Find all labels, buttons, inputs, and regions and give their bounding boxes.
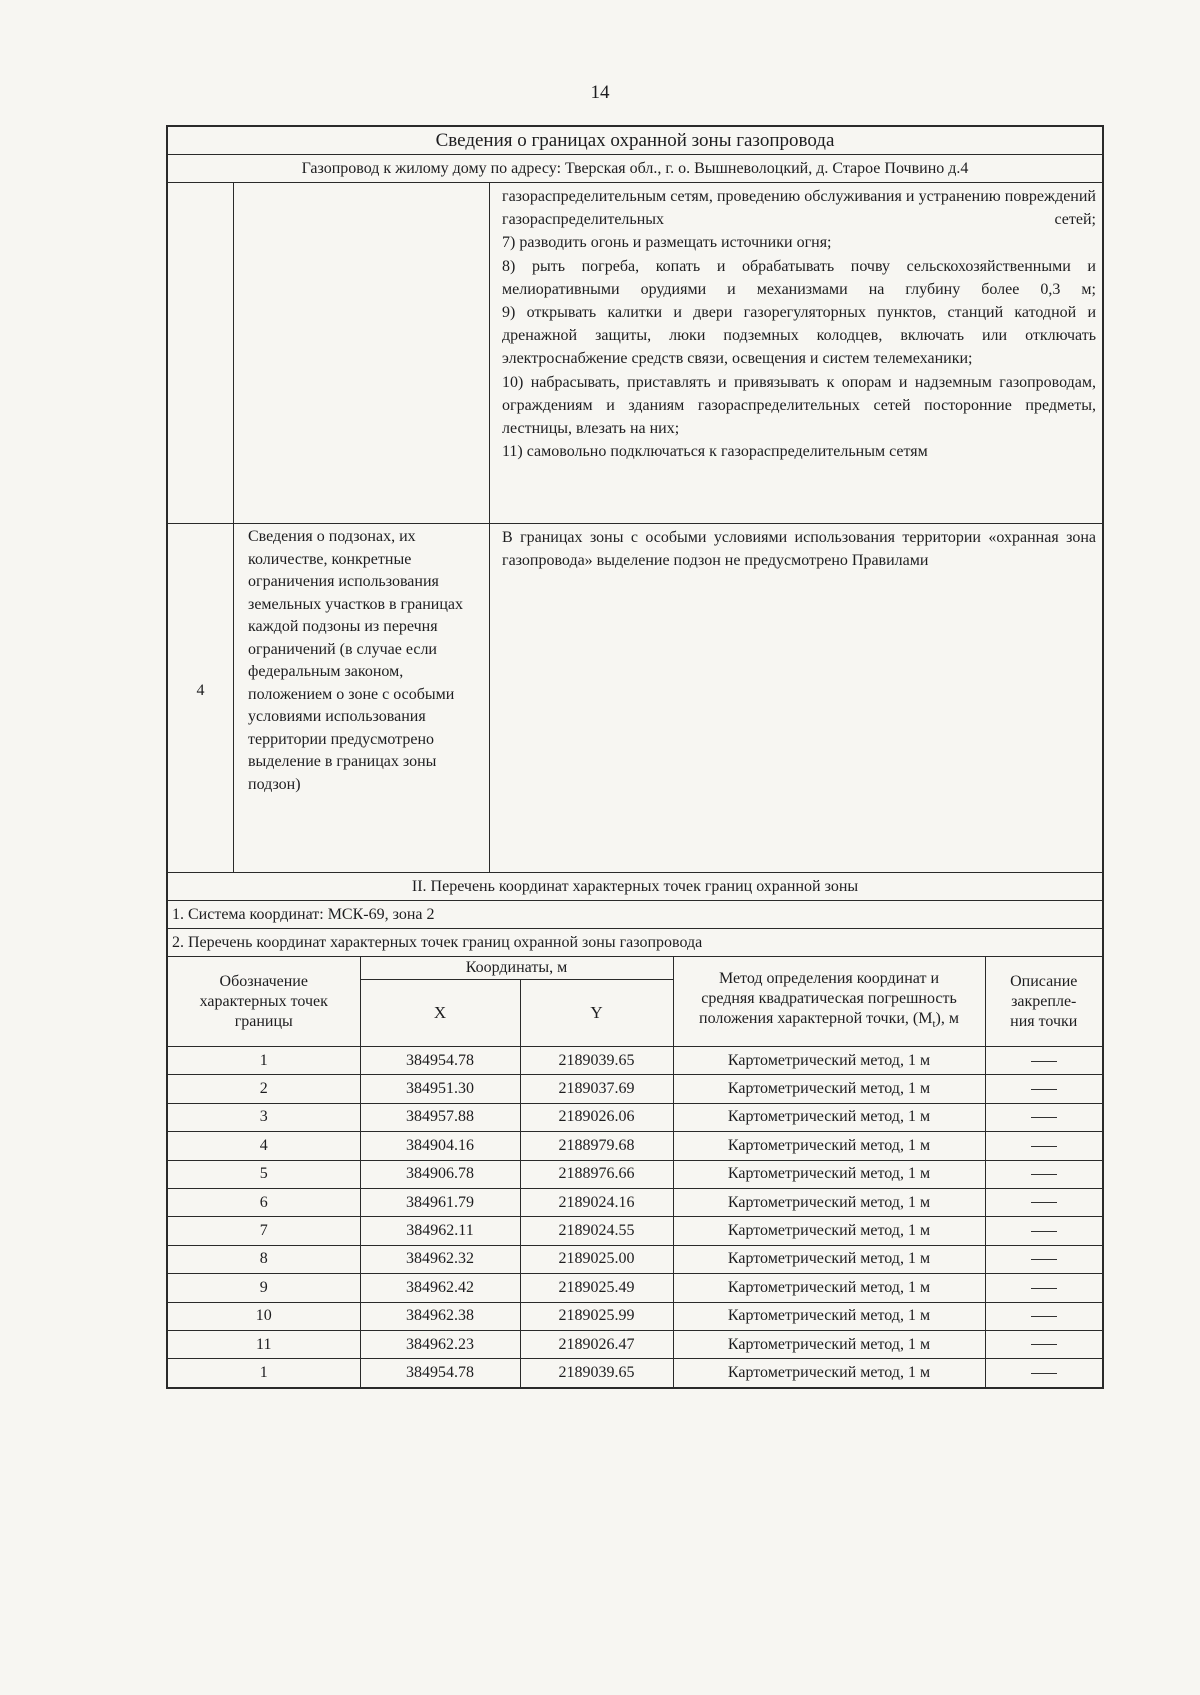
y-cell: 2189024.16 <box>520 1188 673 1216</box>
y-cell: 2189025.00 <box>520 1245 673 1273</box>
header-method-text: Метод определения координат и средняя квадратическая погрешность положения характерной точки, (M <box>699 969 957 1027</box>
point-cell: 5 <box>168 1160 360 1188</box>
description-cell <box>985 1330 1102 1358</box>
point-cell: 2 <box>168 1075 360 1103</box>
restrictions-row-continued <box>168 183 1102 524</box>
description-cell <box>985 1274 1102 1302</box>
restriction-line: 10) набрасывать, приставлять и привязывать к опорам и надземным газопроводам, ограждениям и зданиям газораспределительных сетей посторонние предметы, лестницы, влезать на них; <box>502 373 1096 438</box>
point-cell: 6 <box>168 1188 360 1216</box>
method-cell: Картометрический метод, 1 м <box>673 1188 985 1216</box>
method-cell: Картометрический метод, 1 м <box>673 1330 985 1358</box>
x-cell: 384961.79 <box>360 1188 520 1216</box>
header-method-unit: ), м <box>935 1009 959 1027</box>
dash-icon <box>1031 1061 1057 1062</box>
y-cell: 2189025.99 <box>520 1302 673 1330</box>
subzones-row <box>168 524 1102 873</box>
y-cell: 2189039.65 <box>520 1359 673 1387</box>
x-cell: 384954.78 <box>360 1047 520 1075</box>
dash-icon <box>1031 1117 1057 1118</box>
method-cell: Картометрический метод, 1 м <box>673 1274 985 1302</box>
restriction-line: газораспределительным сетям, проведению обслуживания и устранению повреждений газораспределительных сетей; <box>502 188 1096 229</box>
description-cell <box>985 1188 1102 1216</box>
description-cell <box>985 1359 1102 1387</box>
gas-pipeline-address: Газопровод к жилому дому по адресу: Тверская обл., г. о. Вышневолоцкий, д. Старое Почвино д.4 <box>168 155 1102 183</box>
x-cell: 384904.16 <box>360 1132 520 1160</box>
table-row <box>168 1330 1102 1358</box>
row-name-cell <box>234 183 490 523</box>
dash-icon <box>1031 1344 1057 1345</box>
header-y: Y <box>520 980 673 1047</box>
table-row <box>168 1103 1102 1131</box>
point-cell: 11 <box>168 1330 360 1358</box>
description-cell <box>985 1132 1102 1160</box>
dash-icon <box>1031 1089 1057 1090</box>
dash-icon <box>1031 1259 1057 1260</box>
dash-icon <box>1031 1231 1057 1232</box>
y-cell: 2189037.69 <box>520 1075 673 1103</box>
header-point: Обозначение характерных точек границы <box>168 957 360 1047</box>
method-cell: Картометрический метод, 1 м <box>673 1302 985 1330</box>
x-cell: 384962.11 <box>360 1217 520 1245</box>
header-method <box>673 957 985 1047</box>
subzones-description: В границах зоны с особыми условиями использования территории «охранная зона газопровода» выделение подзон не предусмотрено Правилами <box>502 529 1096 570</box>
row-number: 4 <box>196 682 205 699</box>
y-cell: 2188976.66 <box>520 1160 673 1188</box>
dash-icon <box>1031 1174 1057 1175</box>
point-cell: 1 <box>168 1047 360 1075</box>
table-row <box>168 1075 1102 1103</box>
method-cell: Картометрический метод, 1 м <box>673 1359 985 1387</box>
table-row <box>168 1359 1102 1387</box>
coordinates-table <box>168 957 1102 1387</box>
x-cell: 384962.42 <box>360 1274 520 1302</box>
method-cell: Картометрический метод, 1 м <box>673 1047 985 1075</box>
page-number: 14 <box>590 82 610 103</box>
method-cell: Картометрический метод, 1 м <box>673 1132 985 1160</box>
description-cell <box>985 1160 1102 1188</box>
method-cell: Картометрический метод, 1 м <box>673 1217 985 1245</box>
x-cell: 384962.38 <box>360 1302 520 1330</box>
restrictions-text <box>490 183 1102 523</box>
method-cell: Картометрический метод, 1 м <box>673 1245 985 1273</box>
dash-icon <box>1031 1146 1057 1147</box>
coordinates-list-title: 2. Перечень координат характерных точек границ охранной зоны газопровода <box>168 929 1102 957</box>
point-cell: 10 <box>168 1302 360 1330</box>
y-cell: 2189025.49 <box>520 1274 673 1302</box>
point-cell: 9 <box>168 1274 360 1302</box>
table-row <box>168 1302 1102 1330</box>
y-cell: 2189024.55 <box>520 1217 673 1245</box>
x-cell: 384962.23 <box>360 1330 520 1358</box>
point-cell: 4 <box>168 1132 360 1160</box>
document-title: Сведения о границах охранной зоны газопровода <box>168 127 1102 155</box>
coordinate-system: 1. Система координат: МСК-69, зона 2 <box>168 901 1102 929</box>
zone-info-sheet <box>166 125 1104 1389</box>
description-cell <box>985 1047 1102 1075</box>
restriction-line: 9) открывать калитки и двери газорегуляторных пунктов, станций катодной и дренажной защиты, люки подземных колодцев, включать или отключать электроснабжение средств связи, освещения и систем телемеханики; <box>502 304 1096 368</box>
header-coordinates: Координаты, м <box>360 957 673 980</box>
header-method-subscript: t <box>932 1018 936 1031</box>
description-cell <box>985 1217 1102 1245</box>
x-cell: 384951.30 <box>360 1075 520 1103</box>
point-cell: 8 <box>168 1245 360 1273</box>
x-cell: 384954.78 <box>360 1359 520 1387</box>
x-cell: 384957.88 <box>360 1103 520 1131</box>
point-cell: 3 <box>168 1103 360 1131</box>
table-row <box>168 1047 1102 1075</box>
dash-icon <box>1031 1316 1057 1317</box>
x-cell: 384962.32 <box>360 1245 520 1273</box>
y-cell: 2189026.47 <box>520 1330 673 1358</box>
method-cell: Картометрический метод, 1 м <box>673 1160 985 1188</box>
restriction-line: 8) рыть погреба, копать и обрабатывать почву сельскохозяйственными и мелиоративными орудиями и механизмами на глубину более 0,3 м; <box>502 257 1096 298</box>
description-cell <box>985 1245 1102 1273</box>
table-row <box>168 1245 1102 1273</box>
description-cell <box>985 1075 1102 1103</box>
table-row <box>168 1274 1102 1302</box>
section-2-title: II. Перечень координат характерных точек границ охранной зоны <box>168 873 1102 901</box>
point-cell: 7 <box>168 1217 360 1245</box>
y-cell: 2188979.68 <box>520 1132 673 1160</box>
x-cell: 384906.78 <box>360 1160 520 1188</box>
subzones-label: Сведения о подзонах, их количестве, конкретные ограничения использования земельных участков в границах каждой подзоны из перечня ограничений (в случае если федеральным законом, положением о зоне с особыми условиями использования территории предусмотрено выделение в границах зоны подзон) <box>234 524 490 872</box>
description-cell <box>985 1103 1102 1131</box>
restriction-line: 7) разводить огонь и размещать источники огня; <box>502 234 832 252</box>
table-row <box>168 1160 1102 1188</box>
description-cell <box>985 1302 1102 1330</box>
row-number-cell <box>168 524 234 872</box>
point-cell: 1 <box>168 1359 360 1387</box>
table-row <box>168 1188 1102 1216</box>
y-cell: 2189039.65 <box>520 1047 673 1075</box>
method-cell: Картометрический метод, 1 м <box>673 1103 985 1131</box>
method-cell: Картометрический метод, 1 м <box>673 1075 985 1103</box>
dash-icon <box>1031 1373 1057 1374</box>
dash-icon <box>1031 1202 1057 1203</box>
y-cell: 2189026.06 <box>520 1103 673 1131</box>
header-x: X <box>360 980 520 1047</box>
dash-icon <box>1031 1288 1057 1289</box>
table-row <box>168 1132 1102 1160</box>
restriction-line: 11) самовольно подключаться к газораспределительным сетям <box>502 443 928 461</box>
table-row <box>168 1217 1102 1245</box>
header-description: Описание закрепле-ния точки <box>985 957 1102 1047</box>
row-number-cell <box>168 183 234 523</box>
